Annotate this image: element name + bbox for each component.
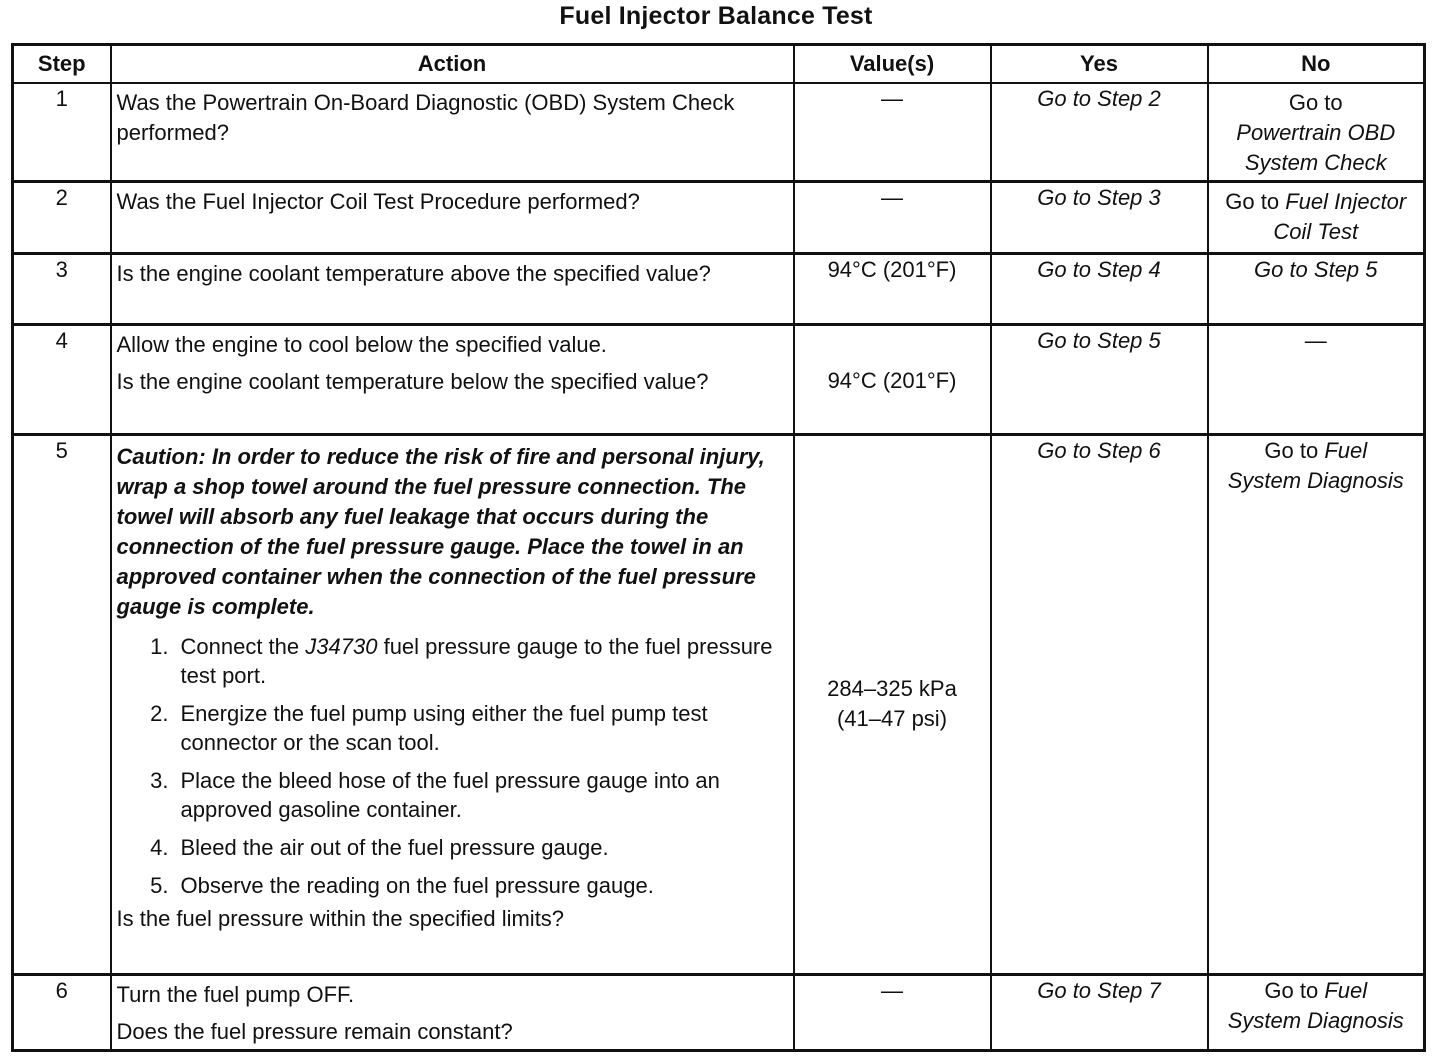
table-row <box>13 435 1425 975</box>
value-line: 284–325 kPa <box>827 676 957 701</box>
table-row <box>13 254 1425 325</box>
action-text <box>111 975 794 1051</box>
balance-test-table <box>11 43 1426 1052</box>
list-number: 2. <box>150 701 169 726</box>
action-line: Is the engine coolant temperature below the specified value? <box>116 369 709 394</box>
no-target: System Diagnosis <box>1227 468 1404 493</box>
yes-cell: Go to Step 7 <box>991 975 1208 1051</box>
step-number: 4 <box>13 325 111 435</box>
value-line: (41–47 psi) <box>836 706 948 731</box>
action-line: Turn the fuel pump OFF. <box>116 982 355 1007</box>
list-text: Bleed the air out of the fuel pressure gauge. <box>180 835 609 860</box>
action-question: Is the fuel pressure within the specified limits? <box>116 906 565 931</box>
step-number: 6 <box>13 975 111 1051</box>
tool-number: J34730 <box>305 634 378 659</box>
yes-cell: Go to Step 6 <box>991 435 1208 975</box>
list-item <box>117 871 787 900</box>
no-target: Powertrain OBD System Check <box>1236 119 1396 175</box>
step-number: 5 <box>13 435 111 975</box>
no-target: System Diagnosis <box>1227 1008 1404 1033</box>
value-cell: 94°C (201°F) <box>794 325 991 435</box>
list-number: 5. <box>150 873 169 898</box>
list-item <box>117 632 787 690</box>
list-text <box>181 632 787 690</box>
yes-cell: Go to Step 4 <box>991 254 1208 325</box>
list-text: Energize the fuel pump using either the fuel pump test connector or the scan tool. <box>180 701 708 755</box>
no-cell <box>1208 975 1425 1051</box>
header-row <box>13 45 1425 83</box>
no-target: Fuel Injector Coil Test <box>1273 189 1407 244</box>
no-target: Fuel <box>1324 438 1368 463</box>
no-target: Fuel <box>1324 978 1368 1003</box>
header-action: Action <box>111 45 794 83</box>
page-title: Fuel Injector Balance Test <box>559 2 873 30</box>
list-text-pre: Connect the <box>180 634 300 659</box>
no-prefix: Go to <box>1225 189 1280 214</box>
action-text <box>111 435 794 975</box>
action-text <box>111 325 794 435</box>
value-cell: — <box>794 182 991 254</box>
no-cell: — <box>1208 325 1425 435</box>
value-cell: — <box>794 975 991 1051</box>
header-yes: Yes <box>991 45 1208 83</box>
yes-cell: Go to Step 5 <box>991 325 1208 435</box>
no-cell: Go to Step 5 <box>1208 254 1425 325</box>
yes-cell: Go to Step 3 <box>991 182 1208 254</box>
action-line: Allow the engine to cool below the specified value. <box>116 332 607 357</box>
no-prefix: Go to <box>1264 978 1319 1003</box>
table-row <box>13 182 1425 254</box>
action-line: Does the fuel pressure remain constant? <box>116 1019 513 1044</box>
value-cell: 94°C (201°F) <box>794 254 991 325</box>
header-no: No <box>1208 45 1425 83</box>
no-prefix: Go to <box>1264 438 1319 463</box>
no-cell <box>1208 182 1425 254</box>
no-cell <box>1208 83 1425 182</box>
list-number: 4. <box>150 835 169 860</box>
list-text: Place the bleed hose of the fuel pressure gauge into an approved gasoline container. <box>180 768 720 822</box>
header-values: Value(s) <box>794 45 991 83</box>
list-item <box>117 833 787 862</box>
table-row <box>13 325 1425 435</box>
action-text: Is the engine coolant temperature above the specified value? <box>111 254 794 325</box>
step-number: 3 <box>13 254 111 325</box>
step-number: 1 <box>13 83 111 182</box>
value-cell <box>794 435 991 975</box>
list-number: 1. <box>150 634 169 659</box>
no-cell <box>1208 435 1425 975</box>
yes-cell: Go to Step 2 <box>991 83 1208 182</box>
table-row <box>13 975 1425 1051</box>
list-text-post: fuel pressure gauge to the fuel pressure test port. <box>180 634 773 688</box>
header-step: Step <box>13 45 111 83</box>
list-item <box>117 699 787 757</box>
step-number: 2 <box>13 182 111 254</box>
list-item <box>117 766 787 824</box>
value-cell: — <box>794 83 991 182</box>
procedure-list <box>117 632 787 900</box>
no-prefix: Go to <box>1288 89 1343 115</box>
table-row <box>13 83 1425 182</box>
list-number: 3. <box>150 768 169 793</box>
action-text: Was the Powertrain On-Board Diagnostic (OBD) System Check performed? <box>111 83 794 182</box>
action-text: Was the Fuel Injector Coil Test Procedure performed? <box>111 182 794 254</box>
caution-text: Caution: In order to reduce the risk of fire and personal injury, wrap a shop towel around the fuel pressure connection. The towel will absorb any fuel leakage that occurs during the connection of the fuel pressure gauge. Place the towel in an approved container when the connection of the fuel pressure gauge is complete. <box>116 444 765 619</box>
list-text: Observe the reading on the fuel pressure gauge. <box>180 873 654 898</box>
